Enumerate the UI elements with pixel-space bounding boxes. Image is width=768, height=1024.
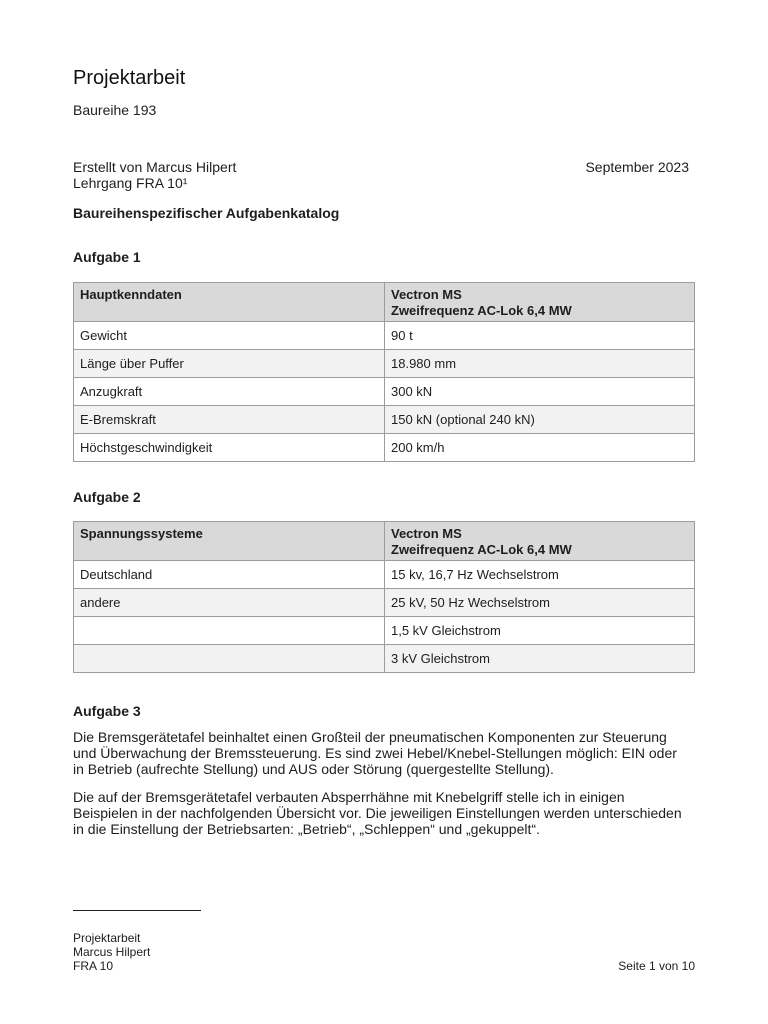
header-label-cell [74, 283, 384, 321]
header-label: Hauptkenndaten [80, 287, 182, 302]
header-model: Vectron MS [391, 287, 462, 302]
table-row [74, 433, 694, 461]
table-row [74, 588, 694, 616]
header-model-cell [384, 283, 694, 321]
header-model: Vectron MS [391, 526, 462, 541]
page-number: Seite 1 von 10 [618, 959, 695, 973]
row-label-cell: Höchstgeschwindigkeit [80, 439, 213, 455]
header-label-cell [74, 522, 384, 560]
table-row [74, 349, 694, 377]
row-label-cell: Länge über Puffer [80, 355, 184, 371]
header-model-cell [384, 522, 694, 560]
row-label-cell: Gewicht [80, 327, 127, 343]
document-subtitle: Baureihe 193 [73, 102, 157, 118]
task-1-heading: Aufgabe 1 [73, 249, 141, 265]
catalog-heading: Baureihenspezifischer Aufgabenkatalog [73, 205, 340, 221]
paragraph-line: Beispielen in der nachfolgenden Übersicht vor. Die jeweiligen Einstellungen werden unterschieden [73, 805, 682, 821]
document-title: Projektarbeit [73, 67, 186, 89]
footer-line: FRA 10 [73, 959, 114, 973]
footer-line: Projektarbeit [73, 931, 141, 945]
course-line: Lehrgang FRA 10¹ [73, 175, 188, 191]
header-label: Spannungssysteme [80, 526, 203, 541]
row-label-cell: Anzugkraft [80, 383, 143, 399]
row-value-cell: 18.980 mm [384, 350, 694, 377]
table-row [74, 377, 694, 405]
row-value-cell: 200 km/h [384, 434, 694, 461]
page-footer [73, 931, 150, 973]
row-label-cell: andere [80, 594, 121, 610]
table-row [74, 644, 694, 672]
voltage-systems-table [73, 521, 695, 673]
row-label-cell: Deutschland [80, 566, 153, 582]
footnote-divider [73, 910, 201, 911]
task-3-heading: Aufgabe 3 [73, 703, 141, 719]
row-value-cell: 300 kN [384, 378, 694, 405]
paragraph-line: Die Bremsgerätetafel beinhaltet einen Großteil der pneumatischen Komponenten zur Steuerung [73, 729, 667, 745]
document-date: September 2023 [585, 159, 689, 175]
row-value-cell: 3 kV Gleichstrom [384, 645, 694, 672]
key-data-table [73, 282, 695, 462]
header-model-type: Zweifrequenz AC-Lok 6,4 MW [391, 303, 572, 318]
task-2-heading: Aufgabe 2 [73, 489, 141, 505]
row-label-cell [74, 645, 384, 672]
header-model-type: Zweifrequenz AC-Lok 6,4 MW [391, 542, 572, 557]
footer-line: Marcus Hilpert [73, 945, 151, 959]
row-value-cell: 1,5 kV Gleichstrom [384, 617, 694, 644]
author-line: Erstellt von Marcus Hilpert [73, 159, 237, 175]
table-header-row [74, 283, 694, 321]
row-label-cell [74, 617, 384, 644]
paragraph [73, 729, 677, 777]
table-row [74, 405, 694, 433]
row-label-cell: E-Bremskraft [80, 411, 156, 427]
table-row [74, 560, 694, 588]
paragraph [73, 789, 682, 837]
paragraph-line: Die auf der Bremsgerätetafel verbauten Absperrhähne mit Knebelgriff stelle ich in einigen [73, 789, 625, 805]
row-value-cell: 15 kv, 16,7 Hz Wechselstrom [384, 561, 694, 588]
row-value-cell: 90 t [384, 322, 694, 349]
table-row [74, 616, 694, 644]
paragraph-line: und Überwachung der Bremssteuerung. Es sind zwei Hebel/Knebel-Stellungen möglich: EIN oder [73, 745, 677, 761]
row-value-cell: 150 kN (optional 240 kN) [384, 406, 694, 433]
row-value-cell: 25 kV, 50 Hz Wechselstrom [384, 589, 694, 616]
table-row [74, 321, 694, 349]
paragraph-line: in Betrieb (aufrechte Stellung) und AUS oder Störung (quergestellte Stellung). [73, 761, 554, 777]
paragraph-line: in die Einstellung der Betriebsarten: „Betrieb“, „Schleppen“ und „gekuppelt“. [73, 821, 540, 837]
table-header-row [74, 522, 694, 560]
